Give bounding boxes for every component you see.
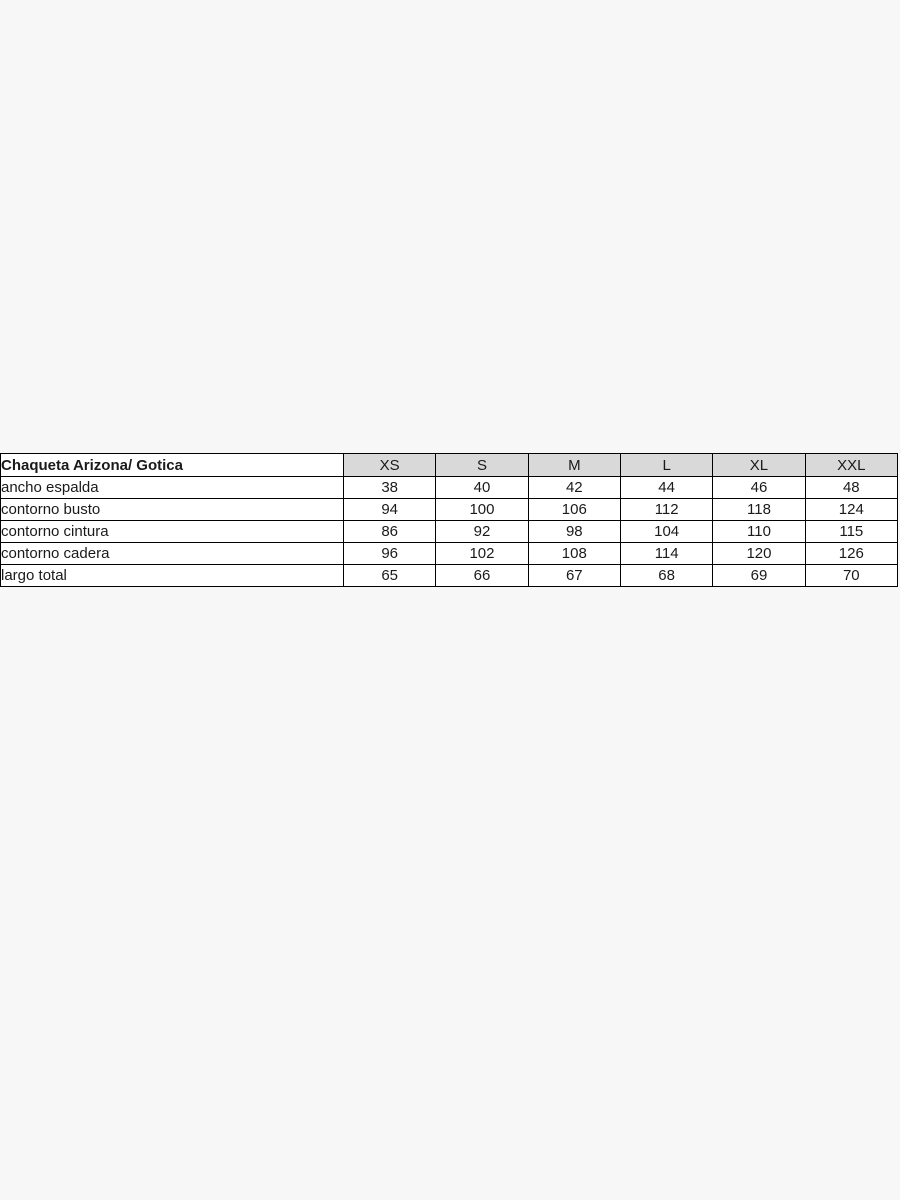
value-cell: 42	[528, 477, 620, 499]
value-cell: 67	[528, 565, 620, 587]
value-cell: 94	[344, 499, 436, 521]
value-cell: 106	[528, 499, 620, 521]
table-title-cell: Chaqueta Arizona/ Gotica	[1, 454, 344, 477]
table-row-contorno-busto	[1, 499, 898, 521]
value-cell: 96	[344, 543, 436, 565]
table-row-ancho-espalda	[1, 477, 898, 499]
value-cell: 40	[436, 477, 528, 499]
column-header-m: M	[528, 454, 620, 477]
value-cell: 112	[620, 499, 712, 521]
value-cell: 115	[805, 521, 897, 543]
value-cell: 102	[436, 543, 528, 565]
value-cell: 68	[620, 565, 712, 587]
value-cell: 104	[620, 521, 712, 543]
value-cell: 100	[436, 499, 528, 521]
row-label: contorno cadera	[1, 543, 344, 565]
value-cell: 98	[528, 521, 620, 543]
value-cell: 48	[805, 477, 897, 499]
value-cell: 65	[344, 565, 436, 587]
row-label: ancho espalda	[1, 477, 344, 499]
value-cell: 118	[713, 499, 805, 521]
column-header-xl: XL	[713, 454, 805, 477]
size-chart-table	[0, 453, 898, 587]
value-cell: 86	[344, 521, 436, 543]
table-row-contorno-cintura	[1, 521, 898, 543]
value-cell: 38	[344, 477, 436, 499]
value-cell: 124	[805, 499, 897, 521]
column-header-l: L	[620, 454, 712, 477]
value-cell: 114	[620, 543, 712, 565]
header-row	[1, 454, 898, 477]
value-cell: 92	[436, 521, 528, 543]
value-cell: 110	[713, 521, 805, 543]
value-cell: 46	[713, 477, 805, 499]
value-cell: 66	[436, 565, 528, 587]
value-cell: 69	[713, 565, 805, 587]
table-row-contorno-cadera	[1, 543, 898, 565]
row-label: largo total	[1, 565, 344, 587]
table-row-largo-total	[1, 565, 898, 587]
value-cell: 120	[713, 543, 805, 565]
column-header-xs: XS	[344, 454, 436, 477]
row-label: contorno cintura	[1, 521, 344, 543]
row-label: contorno busto	[1, 499, 344, 521]
column-header-xxl: XXL	[805, 454, 897, 477]
value-cell: 126	[805, 543, 897, 565]
value-cell: 44	[620, 477, 712, 499]
column-header-s: S	[436, 454, 528, 477]
value-cell: 108	[528, 543, 620, 565]
value-cell: 70	[805, 565, 897, 587]
